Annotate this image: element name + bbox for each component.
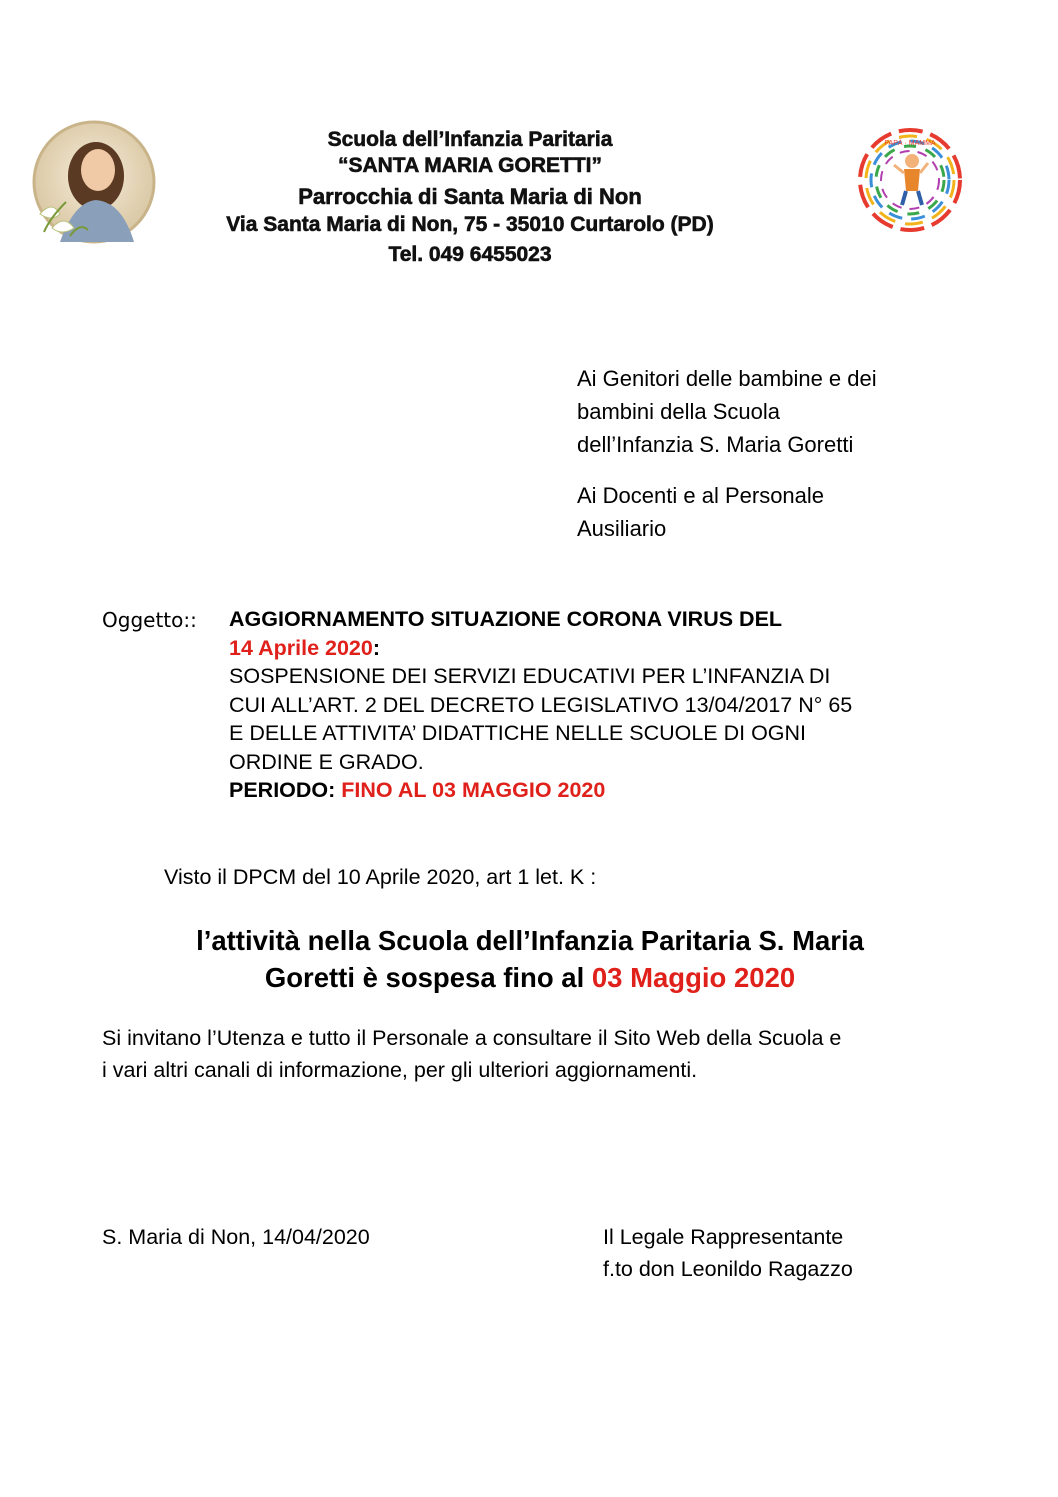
period-label: PERIODO: (229, 778, 342, 802)
visto-line: Visto il DPCM del 10 Aprile 2020, art 1 let. K : (164, 865, 597, 889)
svg-text:PAPÀ · MAMMA: PAPÀ · MAMMA (884, 140, 936, 147)
place-date: S. Maria di Non, 14/04/2020 (102, 1225, 370, 1249)
signer-title: Il Legale Rappresentante (603, 1225, 844, 1249)
subject-colon: : (372, 635, 380, 660)
announcement-date: 03 Maggio 2020 (591, 962, 796, 993)
invitation-line: i vari altri canali di informazione, per gli ulteriori aggiornamenti. (102, 1058, 698, 1082)
school-circle-logo (848, 125, 972, 235)
invitation-paragraph (102, 1022, 982, 1086)
school-phone: Tel. 049 6455023 (388, 243, 552, 266)
addressee-line: bambini della Scuola (577, 399, 781, 424)
announcement-line-1: l’attività nella Scuola dell’Infanzia Paritaria S. Maria (196, 925, 864, 956)
subject-block (229, 605, 989, 805)
school-name: Scuola dell’Infanzia Paritaria (327, 128, 613, 151)
announcement-prefix: Goretti è sospesa fino al (264, 962, 592, 993)
addressee-line: Ausiliario (577, 516, 667, 541)
subject-body-line: CUI ALL’ART. 2 DEL DECRETO LEGISLATIVO 13/04/2017 N° 65 (229, 692, 853, 717)
school-title: “SANTA MARIA GORETTI” (337, 154, 603, 177)
school-address: Via Santa Maria di Non, 75 - 35010 Curtarolo (PD) (226, 213, 714, 236)
addressee-line: Ai Docenti e al Personale (577, 483, 825, 508)
invitation-line: Si invitano l’Utenza e tutto il Personale a consultare il Sito Web della Scuola e (102, 1026, 842, 1050)
subject-body-line: ORDINE E GRADO. (229, 749, 424, 774)
announcement-line-2 (60, 959, 1000, 996)
addressee-line: dell’Infanzia S. Maria Goretti (577, 432, 854, 457)
parish-name: Parrocchia di Santa Maria di Non (298, 184, 642, 209)
subject-body-line: SOSPENSIONE DEI SERVIZI EDUCATIVI PER L’INFANZIA DI (229, 664, 831, 688)
period-value: FINO AL 03 MAGGIO 2020 (341, 778, 606, 802)
subject-body-line: E DELLE ATTIVITA’ DIDATTICHE NELLE SCUOLE DI OGNI (229, 721, 807, 745)
subject-label: Oggetto:: (102, 608, 197, 632)
subject-title: AGGIORNAMENTO SITUAZIONE CORONA VIRUS DEL (229, 607, 783, 631)
addressee-line: Ai Genitori delle bambine e dei (577, 366, 877, 391)
subject-date: 14 Aprile 2020 (229, 635, 373, 660)
signer-name: f.to don Leonildo Ragazzo (603, 1257, 853, 1281)
